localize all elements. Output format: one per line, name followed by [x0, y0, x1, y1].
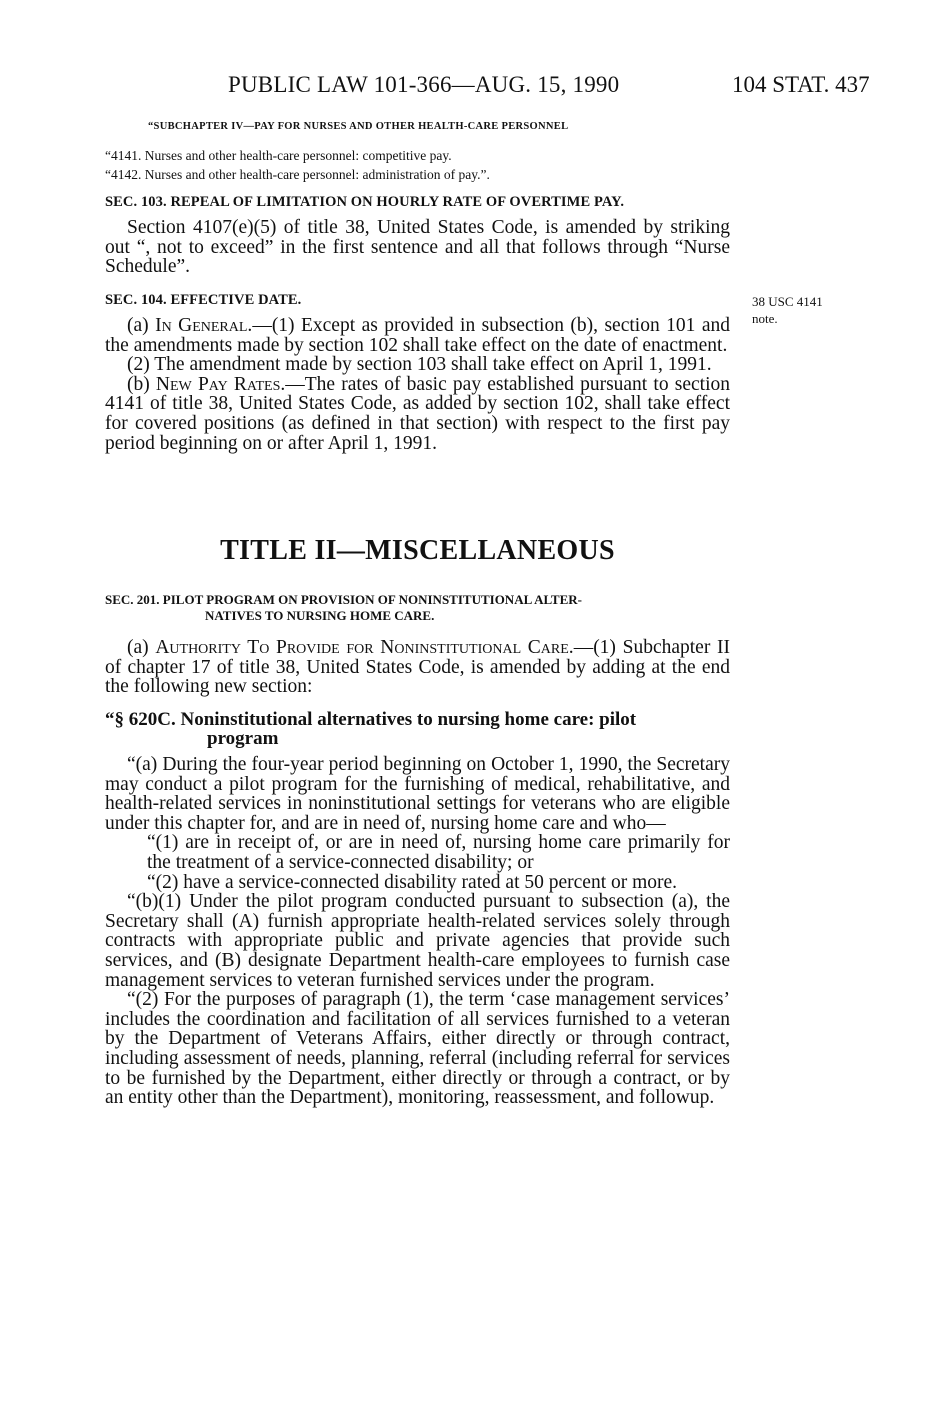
sec104-b: (b) New Pay Rates.—The rates of basic pay established pursuant to section 4141 of title 38, United States Code, as added by section 102, shall take effect for covered positions (as defined in that section) with respect to the first pay period beginning on or after April 1, 1991. [105, 373, 730, 454]
new-section-heading-line1: “§ 620C. Noninstitutional alternatives to nursing home care: pilot [105, 709, 637, 730]
new-section-a1: “(1) are in receipt of, or are in need of, nursing home care primarily for the treatment of a service-connected disability; or [147, 832, 730, 873]
running-header-law: PUBLIC LAW 101-366—AUG. 15, 1990 [228, 72, 620, 97]
sec103-body [105, 218, 730, 277]
sec103-text: Section 4107(e)(5) of title 38, United States Code, is amended by striking out “, not to exceed” in the first sentence and all that follows through “Nurse Schedule”. [105, 217, 730, 278]
toc-subchapter-heading: “SUBCHAPTER IV—PAY FOR NURSES AND OTHER HEALTH-CARE PERSONNEL [148, 121, 569, 132]
new-section-a: “(a) During the four-year period beginning on October 1, 1990, the Secretary may conduct a pilot program for the furnishing of medical, rehabilitative, and health-related services in noninstitutional settings for veterans who are eligible under this chapter for, and are in need of, nursing home care and who— [105, 754, 730, 834]
margin-note-citation: 38 USC 4141 [752, 294, 823, 309]
new-section-heading [105, 710, 730, 748]
sec201-body [105, 638, 730, 697]
sec104-b-text: —The rates of basic pay established pursuant to section 4141 of title 38, United States Code, as added by section 102, shall take effect for covered positions (as defined in that section) with respect to the first pay period beginning on or after April 1, 1991. [105, 373, 730, 454]
sec104-b-label: New Pay Rates. [155, 373, 286, 395]
sec201-heading-line1: SEC. 201. PILOT PROGRAM ON PROVISION OF NONINSTITUTIONAL ALTER- [105, 592, 582, 607]
toc-list [105, 146, 730, 184]
toc-item: “4142. Nurses and other health-care personnel: administration of pay.”. [105, 167, 490, 182]
new-section-body [105, 755, 730, 1108]
new-section-a2: “(2) have a service-connected disability rated at 50 percent or more. [147, 871, 678, 893]
margin-note [752, 293, 823, 327]
sec104-heading: SEC. 104. EFFECTIVE DATE. [105, 292, 302, 308]
title-heading: TITLE II—MISCELLANEOUS [220, 535, 615, 566]
sec201-heading [105, 592, 730, 624]
new-section-heading-line2: program [207, 728, 279, 749]
new-section-b2: “(2) For the purposes of paragraph (1), the term ‘case management services’ includes the coordination and facilitation of all services furnished to a veteran by the Department of Veterans Affairs, either directly or through contract, including assessment of needs, planning, referral (including referral for services to be furnished by the Department, either directly or through a contract, or by an entity other than the Department), monitoring, reassessment, and followup. [105, 989, 730, 1109]
sec103-heading: SEC. 103. REPEAL OF LIMITATION ON HOURLY RATE OF OVERTIME PAY. [105, 194, 625, 210]
margin-note-label: note. [752, 311, 778, 326]
sec104-a-label: In General. [155, 315, 253, 336]
sec201-heading-line2: NATIVES TO NURSING HOME CARE. [205, 608, 435, 623]
sec201-a: (a) Authority To Provide for Noninstitutional Care.—(1) Subchapter II of chapter 17 of title 38, United States Code, is amended by adding at the end the following new section: [105, 637, 730, 698]
toc-item: “4141. Nurses and other health-care personnel: competitive pay. [105, 148, 452, 163]
running-header-stat: 104 STAT. 437 [732, 72, 870, 97]
sec104-body [105, 316, 730, 453]
sec104-a2: (2) The amendment made by section 103 shall take effect on April 1, 1991. [127, 354, 712, 376]
sec104-a: (a) In General.—(1) Except as provided in subsection (b), section 101 and the amendments made by section 102 shall take effect on the date of enactment. [105, 315, 730, 356]
sec201-a-label: Authority To Provide for Noninstitutional Care. [155, 637, 574, 658]
new-section-b1: “(b)(1) Under the pilot program conducted pursuant to subsection (a), the Secretary shall (A) furnish appropriate health-related services solely through contracts with appropriate public and private agencies that provide such services, and (B) designate Department health-care employees to furnish case management services to veteran furnished services under the program. [105, 891, 730, 991]
sec201-a-text: —(1) Subchapter II of chapter 17 of title 38, United States Code, is amended by adding at the end the following new section: [105, 637, 730, 698]
sec104-a-text: —(1) Except as provided in subsection (b), section 101 and the amendments made by section 102 shall take effect on the date of enactment. [105, 315, 730, 356]
